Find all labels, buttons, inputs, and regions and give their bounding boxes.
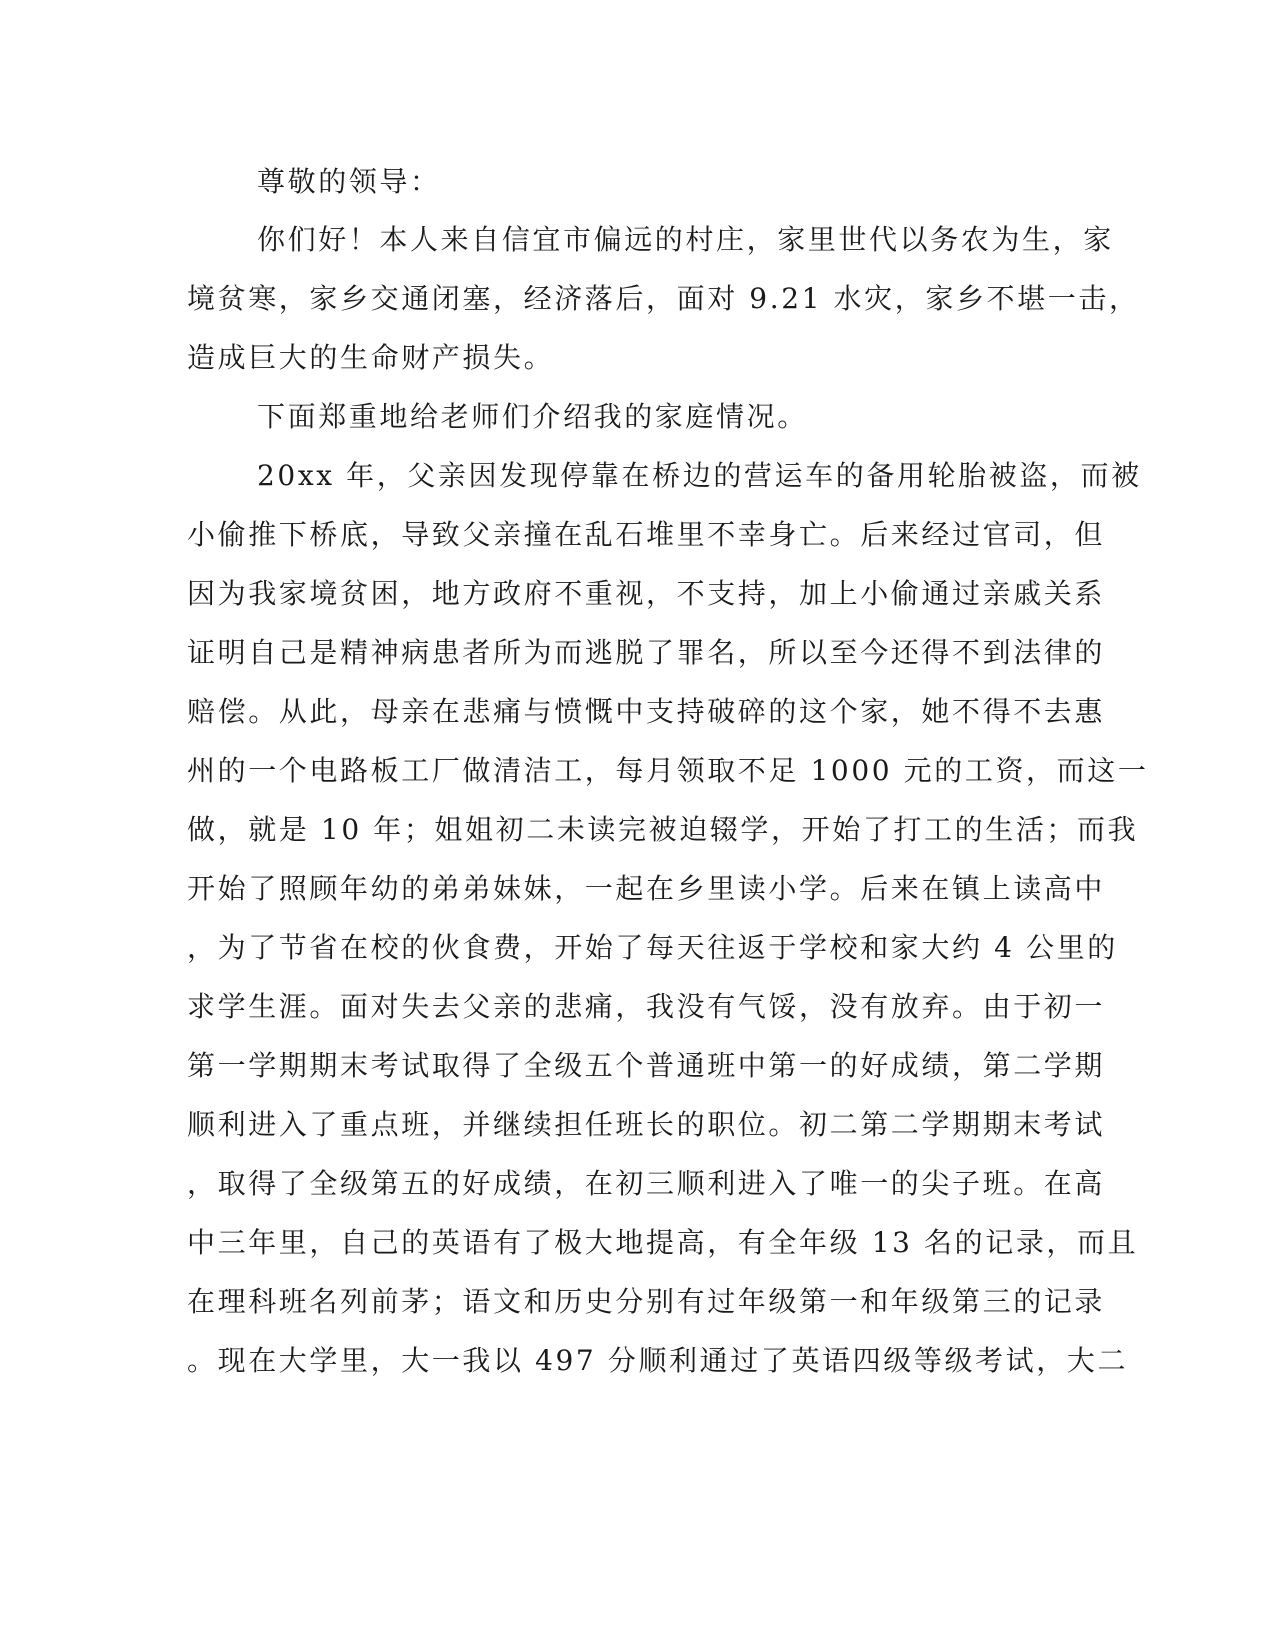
- paragraph-line: ，为了节省在校的伙食费，开始了每天往返于学校和家大约 4 公里的: [187, 931, 1118, 964]
- paragraph-line: 第一学期期末考试取得了全级五个普通班中第一的好成绩，第二学期: [187, 1049, 1106, 1082]
- paragraph-line: 。现在大学里，大一我以 497 分顺利通过了英语四级等级考试，大二: [187, 1344, 1129, 1377]
- paragraph-line: 因为我家境贫困，地方政府不重视，不支持，加上小偷通过亲戚关系: [187, 577, 1106, 610]
- paragraph-line: 做，就是 10 年；姐姐初二未读完被迫辍学，开始了打工的生活；而我: [187, 813, 1139, 846]
- paragraph-line: 20xx 年，父亲因发现停靠在桥边的营运车的备用轮胎被盗，而被: [257, 459, 1142, 492]
- paragraph-line: 在理科班名列前茅；语文和历史分别有过年级第一和年级第三的记录: [187, 1285, 1106, 1318]
- paragraph-line: 下面郑重地给老师们介绍我的家庭情况。: [257, 400, 808, 433]
- paragraph-line: 证明自己是精神病患者所为而逃脱了罪名，所以至今还得不到法律的: [187, 636, 1106, 669]
- paragraph-line: 造成巨大的生命财产损失。: [187, 341, 555, 374]
- paragraph-line: 求学生涯。面对失去父亲的悲痛，我没有气馁，没有放弃。由于初一: [187, 990, 1106, 1023]
- paragraph-line: 你们好！本人来自信宜市偏远的村庄，家里世代以务农为生，家: [257, 223, 1114, 256]
- paragraph-line: 州的一个电路板工厂做清洁工，每月领取不足 1000 元的工资，而这一: [187, 754, 1149, 787]
- paragraph-line: 顺利进入了重点班，并继续担任班长的职位。初二第二学期期末考试: [187, 1108, 1106, 1141]
- paragraph-line: 小偷推下桥底，导致父亲撞在乱石堆里不幸身亡。后来经过官司，但: [187, 518, 1106, 551]
- paragraph-line: 中三年里，自己的英语有了极大地提高，有全年级 13 名的记录，而且: [187, 1226, 1139, 1259]
- paragraph-line: 赔偿。从此，母亲在悲痛与愤慨中支持破碎的这个家，她不得不去惠: [187, 695, 1106, 728]
- salutation: 尊敬的领导：: [257, 165, 441, 198]
- paragraph-line: 开始了照顾年幼的弟弟妹妹，一起在乡里读小学。后来在镇上读高中: [187, 872, 1106, 905]
- paragraph-line: ，取得了全级第五的好成绩，在初三顺利进入了唯一的尖子班。在高: [187, 1167, 1106, 1200]
- paragraph-line: 境贫寒，家乡交通闭塞，经济落后，面对 9.21 水灾，家乡不堪一击，: [187, 282, 1140, 315]
